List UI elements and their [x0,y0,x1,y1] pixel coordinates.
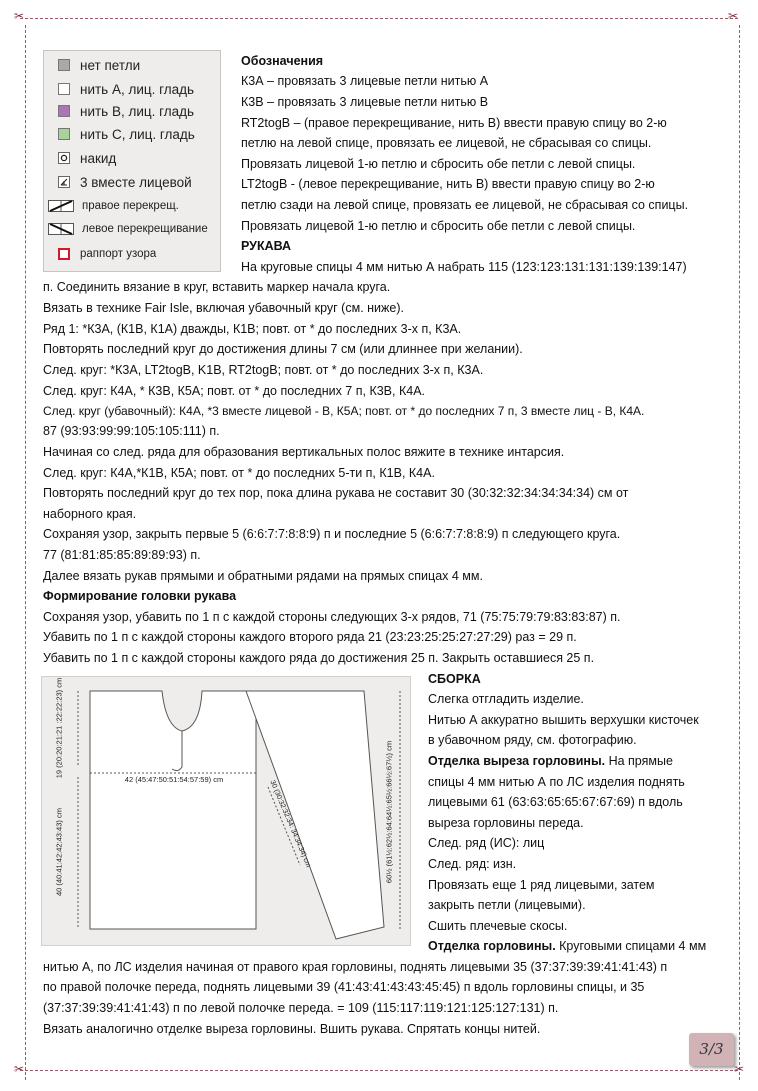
k3tog-icon [58,176,70,188]
text-line: Сохраняя узор, закрыть первые 5 (6:6:7:7:8:8:9) п и последние 5 (6:6:7:7:8:8:9) п следующего круга. [43,527,621,541]
legend-label: раппорт узора [80,248,157,260]
text-line: выреза горловины переда. [428,816,584,830]
legend-item [58,124,195,144]
text-line: Нитью А аккуратно вышить верхушки кисточек [428,713,699,727]
legend-label: нить В, лиц. гладь [80,103,195,119]
legend-item [48,196,179,216]
text-line: Провязать еще 1 ряд лицевыми, затем [428,878,655,892]
legend-label: правое перекрещ. [82,200,179,212]
text-line: Провязать лицевой 1-ю петлю и сбросить обе петли с левой спицы. [241,219,636,233]
neck-depth-label: 19 (20:20:21:21 :22:22:23) cm [54,677,64,779]
text-line: Сохраняя узор, убавить по 1 п с каждой стороны следующих 3-х рядов, 71 (75:75:79:79:83:83:87) п. [43,610,621,624]
page-border-left [25,25,26,1080]
text-line: в убавочном ряду, см. фотографию. [428,733,637,747]
page-border-bottom [20,1070,738,1071]
text-line: К3А – провязать 3 лицевые петли нитью А [241,74,489,88]
page-number: 3/3 [689,1033,734,1066]
yarn-a-swatch [58,83,70,95]
yarn-over-icon [58,152,70,164]
legend-label: 3 вместе лицевой [80,174,192,190]
text-line: След. круг: К4А, * К3В, К5А; повт. от * до последних 7 п, К3В, К4А. [43,384,426,398]
no-stitch-swatch [58,59,70,71]
total-length-label: 60½ (61½:62½:64:64½:65½:66½:67½) cm [384,740,394,884]
neck-title: Отделка выреза горловины. [428,754,606,768]
text-line: След. круг: *К3А, LT2togB, K1B, RT2togB; повт. от * до последних 3-х п, К3А. [43,363,484,377]
text-line: Убавить по 1 п с каждой стороны каждого второго ряда 21 (23:23:25:25:27:27:29) раз = 29 п. [43,630,577,644]
legend-label: нить А, лиц. гладь [80,81,195,97]
body-length-label: 40 (40:41:42:42:43:43) cm [54,808,64,896]
text-line: петлю сзади на левой спице, провязать ее лицевой, не сбрасывая со спицы. [241,198,689,212]
text-line: наборного края. [43,507,137,521]
text-line: Повторять последний круг до достижения длины 7 см (или длиннее при желании). [43,342,523,356]
garment-schematic [41,676,411,946]
text-line: лицевыми 61 (63:63:65:65:67:67:69) п вдоль [428,795,683,809]
text-line: п. Соединить вязание в круг, вставить маркер начала круга. [43,280,391,294]
yarn-c-swatch [58,128,70,140]
legend-label: нить С, лиц. гладь [80,126,195,142]
sleeves-title: РУКАВА [241,239,292,253]
text-line: нитью А, по ЛС изделия начиная от правого края горловины, поднять лицевыми 35 (37:37:39:39:41:41:43) п [43,960,668,974]
text-line: закрыть петли (лицевыми). [428,898,586,912]
text-line: (37:37:39:39:41:41:43) п по левой полочке переда. = 109 (115:117:119:121:125:127:131) п. [43,1001,559,1015]
text-line: спицы 4 мм нитью А по ЛС изделия поднять [428,775,685,789]
legend-item [58,101,194,121]
text-line: по правой полочке переда, поднять лицевыми 39 (41:43:41:43:43:45:45) п вдоль горловины спицы, и 35 [43,980,645,994]
legend-label: левое перекрещивание [82,223,208,235]
scissors-icon: ✂ [734,1062,745,1076]
legend-item [48,219,208,239]
legend-item [58,172,192,192]
text-line: Провязать лицевой 1-ю петлю и сбросить обе петли с левой спицы. [241,157,636,171]
right-cross-icon [48,199,74,213]
legend-item [58,55,140,75]
legend-item [58,148,116,168]
text-line: Сшить плечевые скосы. [428,919,568,933]
left-cross-icon [48,222,74,236]
text-line: На круговые спицы 4 мм нитью А набрать 115 (123:123:131:131:139:139:147) [241,260,687,274]
scissors-icon: ✂ [14,9,25,23]
text-line: След. круг: К4А,*К1В, К5А; повт. от * до последних 5-ти п, К1В, К4А. [43,466,435,480]
legend-label: нет петли [80,57,141,73]
text-line: RT2togB – (правое перекрещивание, нить В) ввести правую спицу во 2-ю [241,116,667,130]
cap-title: Формирование головки рукава [43,589,237,603]
legend-item [58,79,194,99]
text-line: Далее вязать рукав прямыми и обратными рядами на прямых спицах 4 мм. [43,569,483,583]
text-line: 87 (93:93:99:99:105:105:111) п. [43,424,220,438]
width-label: 42 (45:47:50:51:54:57:59) cm [124,775,224,784]
text-line: Повторять последний круг до тех пор, пока длина рукава не составит 30 (30:32:32:34:34:34:34) см от [43,486,629,500]
assembly-title: СБОРКА [428,672,481,686]
chart-legend [43,50,221,272]
scissors-icon: ✂ [728,9,739,23]
text-line: Начиная со след. ряда для образования вертикальных полос вяжите в технике интарсия. [43,445,565,459]
text-line: След. круг (убавочный): К4А, *3 вместе лицевой - В, К5А; повт. от * до последних 7 п, 3 вместе лиц - В, К4А. [43,404,645,418]
text-span: На прямые [605,754,673,768]
sleeve-length-label: 30 (30:32:32:34: 34:34:34) cm [268,779,312,869]
text-line: След. ряд: изн. [428,857,517,871]
text-line: петлю на левой спице, провязать ее лицевой, не сбрасывая со спицы. [241,136,652,150]
text-line: К3В – провязать 3 лицевые петли нитью В [241,95,489,109]
page-border-right [739,25,740,1080]
repeat-swatch [58,248,70,260]
text-line: Слегка отгладить изделие. [428,692,584,706]
text-line: След. ряд (ИС): лиц [428,836,545,850]
notation-title: Обозначения [241,54,324,68]
text-line [428,753,673,769]
text-line: Убавить по 1 п с каждой стороны каждого ряда до достижения 25 п. Закрыть оставшиеся 25 п. [43,651,595,665]
legend-label: накид [80,150,117,166]
text-span: Круговыми спицами 4 мм [555,939,707,953]
text-line [428,938,706,954]
scissors-icon: ✂ [14,1062,25,1076]
legend-item [58,244,156,264]
text-line: Вязать в технике Fair Isle, включая убавочный круг (см. ниже). [43,301,404,315]
text-line: Ряд 1: *К3А, (К1В, К1А) дважды, К1В; повт. от * до последних 3-х п, К3А. [43,322,462,336]
page-border-top [20,18,738,19]
text-line: 77 (81:81:85:85:89:89:93) п. [43,548,201,562]
text-line: Вязать аналогично отделке выреза горловины. Вшить рукава. Спрятать концы нитей. [43,1022,541,1036]
yarn-b-swatch [58,105,70,117]
collar-title: Отделка горловины. [428,939,556,953]
text-line: LT2togB - (левое перекрещивание, нить В) ввести правую спицу во 2-ю [241,177,655,191]
